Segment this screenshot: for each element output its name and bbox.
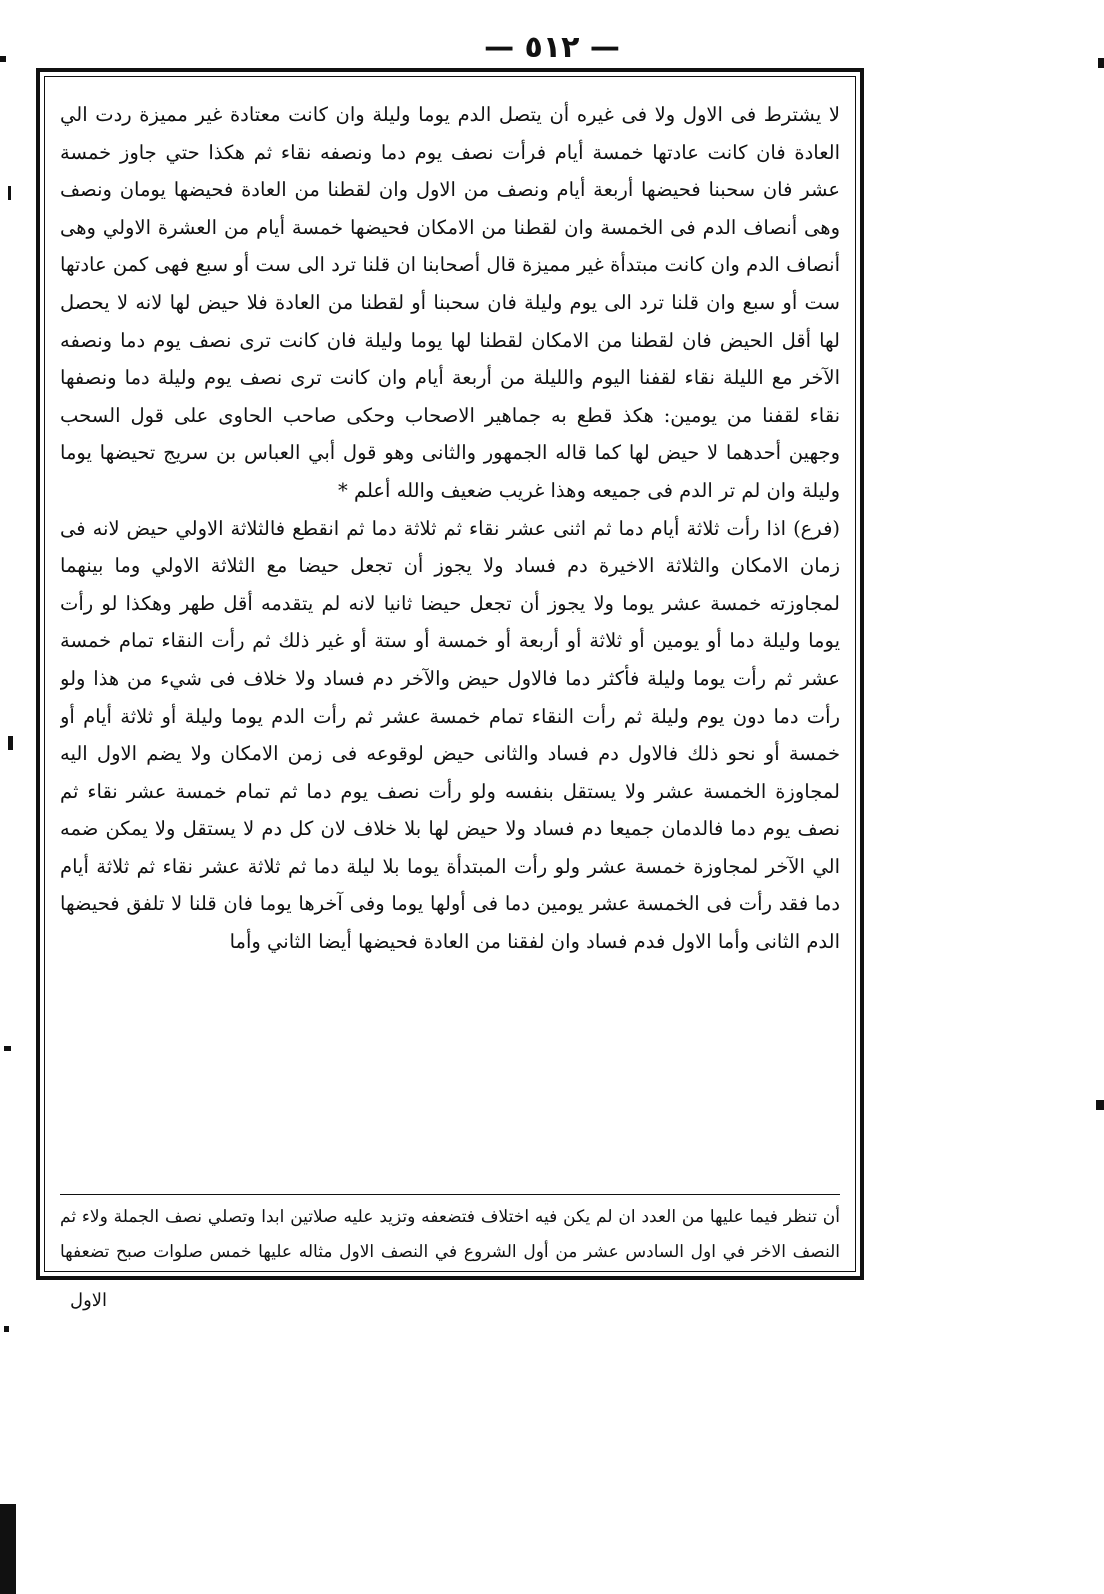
main-paragraph: (فرع) اذا رأت ثلاثة أيام دما ثم اثنى عشر نقاء ثم ثلاثة دما ثم انقطع فالثلاثة الاولي حيض لانه فى زمان الامكان والثلاثة الاخيرة دم فساد ولا يجوز أن تجعل حيضا مع الثلاثة الاولي وما بينهما لمجاوزته خمسة عشر يوما ولا يجوز أن تجعل حيضا ثانيا لانه لم يتقدمه أقل طهر وهكذا لو رأت يوما وليلة دما أو يومين أو ثلاثة أو أربعة أو خمسة أو ستة أو غير ذلك ثم رأت النقاء تمام خمسة عشر ثم رأت يوما وليلة فأكثر دما فالاول حيض والآخر دم فساد ولا خلاف فى شيء من هذا ولو رأت دما دون يوم وليلة ثم رأت النقاء تمام خمسة عشر ثم رأت الدم يوما وليلة أو ثلاثة أيام أو خمسة أو نحو ذلك فالاول دم فساد والثانى حيض لوقوعه فى زمن الامكان ولا يضم الاول اليه لمجاوزة الخمسة عشر ولا يستقل بنفسه ولو رأت نصف يوم دما ثم تمام خمسة عشر نقاء ثم نصف يوم دما فالدمان جميعا دم فساد ولا حيض لها بلا خلاف لان كل دم لا يستقل ولا يمكن ضمه الي الآخر لمجاوزة خمسة عشر ولو رأت المبتدأة يوما بلا ليلة دما ثم ثلاثة عشر نقاء ثم ثلاثة أيام دما فقد رأت فى الخمسة عشر يومين دما فى أولها يوما وفى آخرها يوما فان قلنا لا تلفق فحيضها الدم الثانى وأما الاول فدم فساد وان لفقنا من العادة فحيضها أيضا الثاني وأما <box>60 516 840 954</box>
main-text-block <box>60 96 840 1186</box>
margin-mark <box>4 1046 11 1051</box>
margin-mark <box>8 736 13 750</box>
page-number: — ٥١٢ — <box>484 30 620 65</box>
margin-mark <box>8 186 11 200</box>
catchword: الاول <box>70 1290 108 1311</box>
margin-mark <box>0 56 6 62</box>
margin-mark <box>0 1504 16 1594</box>
main-paragraph: لا يشترط فى الاول ولا فى غيره أن يتصل الدم يوما وليلة وان كانت معتادة غير مميزة ردت الي العادة فان كانت عادتها خمسة أيام فرأت نصف يوم دما ونصفه نقاء ثم هكذا حتي جاوز خمسة عشر فان سحبنا فحيضها أربعة أيام ونصف من الاول وان لقطنا من العادة فحيضها يومان ونصف وهى أنصاف الدم فى الخمسة وان لقطنا من الامكان فحيضها خمسة أيام من العشرة الاولي وهى أنصاف الدم وان كانت مبتدأة غير مميزة قال أصحابنا ان قلنا ترد الى ست أو سبع فهى كمن عادتها ست أو سبع وان قلنا ترد الى يوم وليلة فان سحبنا أو لقطنا من العادة فلا حيض لها لانه لا يحصل لها أقل الحيض فان لقطنا من الامكان لقطنا لها يوما وليلة فان كانت ترى نصف يوم دما ونصفه الآخر مع الليلة نقاء لقفنا اليوم والليلة من أربعة أيام وان كانت ترى نصف يوم وليلة دما ونصفها نقاء لقفنا من يومين: هكذ قطع به جماهير الاصحاب وحكى صاحب الحاوى على قول السحب وجهين أحدهما لا حيض لها كما قاله الجمهور والثانى وهو قول أبي العباس بن سريج تحيضها يوما وليلة وان لم تر الدم فى جميعه وهذا غريب ضعيف والله أعلم * <box>60 103 840 502</box>
margin-mark <box>1096 1100 1104 1110</box>
margin-mark <box>4 1326 9 1332</box>
footnote-text: أن تنظر فيما عليها من العدد ان لم يكن فيه اختلاف فتضعفه وتزيد عليه صلاتين ابدا وتصلي نصف الجملة ولاء ثم النصف الاخر في اول السادس عشر من أول الشروع في النصف الاول مثاله عليها خمس صلوات صبح تضعفها <box>60 1207 840 1262</box>
margin-mark <box>1098 58 1104 68</box>
footnote-divider <box>60 1194 840 1195</box>
